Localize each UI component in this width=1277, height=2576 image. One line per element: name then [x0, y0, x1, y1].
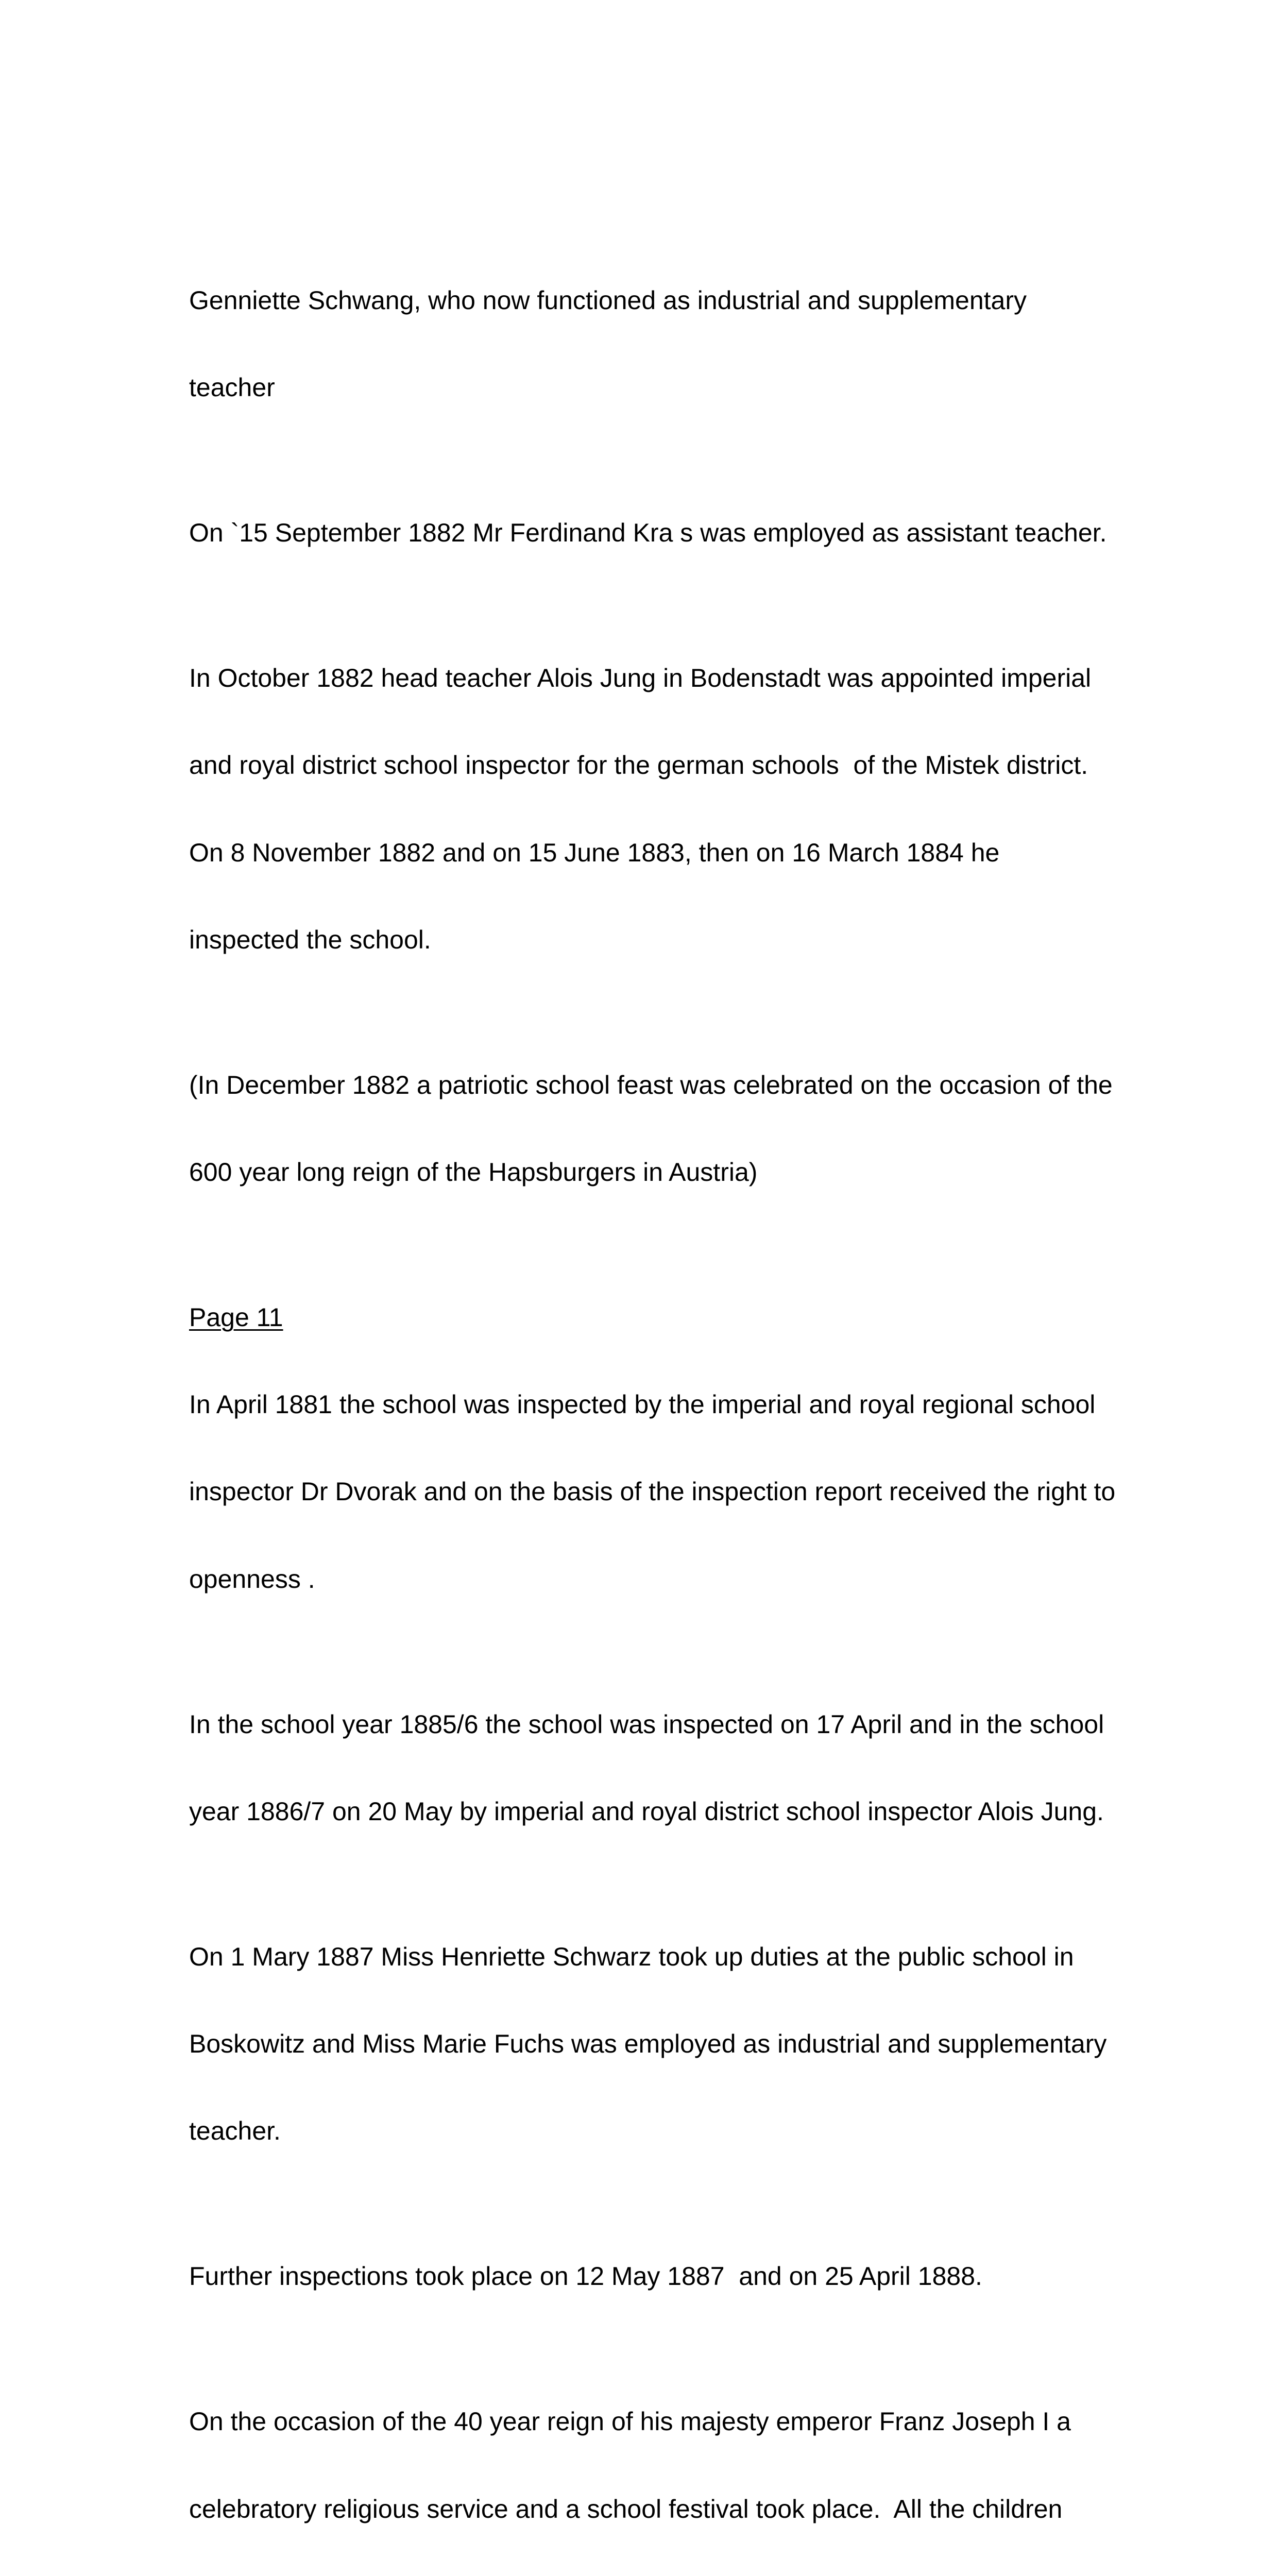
paragraph [189, 1012, 1111, 1245]
paragraph [189, 228, 1111, 460]
text-line: 600 year long reign of the Hapsburgers in Austria) [189, 1158, 758, 1187]
text-line: In April 1881 the school was inspected by the imperial and royal regional school [189, 1390, 1096, 1419]
page-heading: Page 11 [189, 1303, 283, 1332]
text-line: year 1886/7 on 20 May by imperial and royal district school inspector Alois Jung. [189, 1797, 1104, 1826]
text-line: Genniette Schwang, who now functioned as industrial and supplementary [189, 285, 1027, 315]
paragraph [189, 2349, 1111, 2576]
paragraph [189, 1884, 1111, 2204]
paragraph [189, 2204, 1111, 2349]
text-line: and royal district school inspector for the german schools of the Mistek district. [189, 751, 1088, 780]
document-page [189, 228, 1116, 2576]
text-line: teacher. [189, 2116, 281, 2146]
text-line: On the occasion of the 40 year reign of his majesty emperor Franz Joseph I a [189, 2407, 1071, 2436]
paragraph [189, 1245, 1116, 1652]
text-line: openness . [189, 1564, 315, 1594]
paragraph [189, 460, 1111, 605]
text-line: (In December 1882 a patriotic school feast was celebrated on the occasion of the [189, 1070, 1113, 1099]
text-line: On 8 November 1882 and on 15 June 1883, then on 16 March 1884 he [189, 838, 1000, 867]
text-line: On 1 Mary 1887 Miss Henriette Schwarz took up duties at the public school in [189, 1942, 1074, 1971]
text-line: teacher [189, 373, 275, 402]
text-line: In October 1882 head teacher Alois Jung in Bodenstadt was appointed imperial [189, 664, 1092, 693]
text-line: inspected the school. [189, 925, 431, 954]
text-line: celebratory religious service and a school festival took place. All the children [189, 2494, 1063, 2523]
text-line: inspector Dr Dvorak and on the basis of the inspection report received the right to [189, 1477, 1116, 1506]
text-line: Further inspections took place on 12 May 1887 and on 25 April 1888. [189, 2262, 982, 2291]
text-line: In the school year 1885/6 the school was inspected on 17 April and in the school [189, 1709, 1104, 1739]
paragraph [189, 1652, 1111, 1884]
text-line: Boskowitz and Miss Marie Fuchs was employed as industrial and supplementary [189, 2029, 1107, 2059]
paragraph [189, 605, 1111, 1012]
text-line: On `15 September 1882 Mr Ferdinand Krа s was employed as assistant teacher. [189, 518, 1107, 548]
